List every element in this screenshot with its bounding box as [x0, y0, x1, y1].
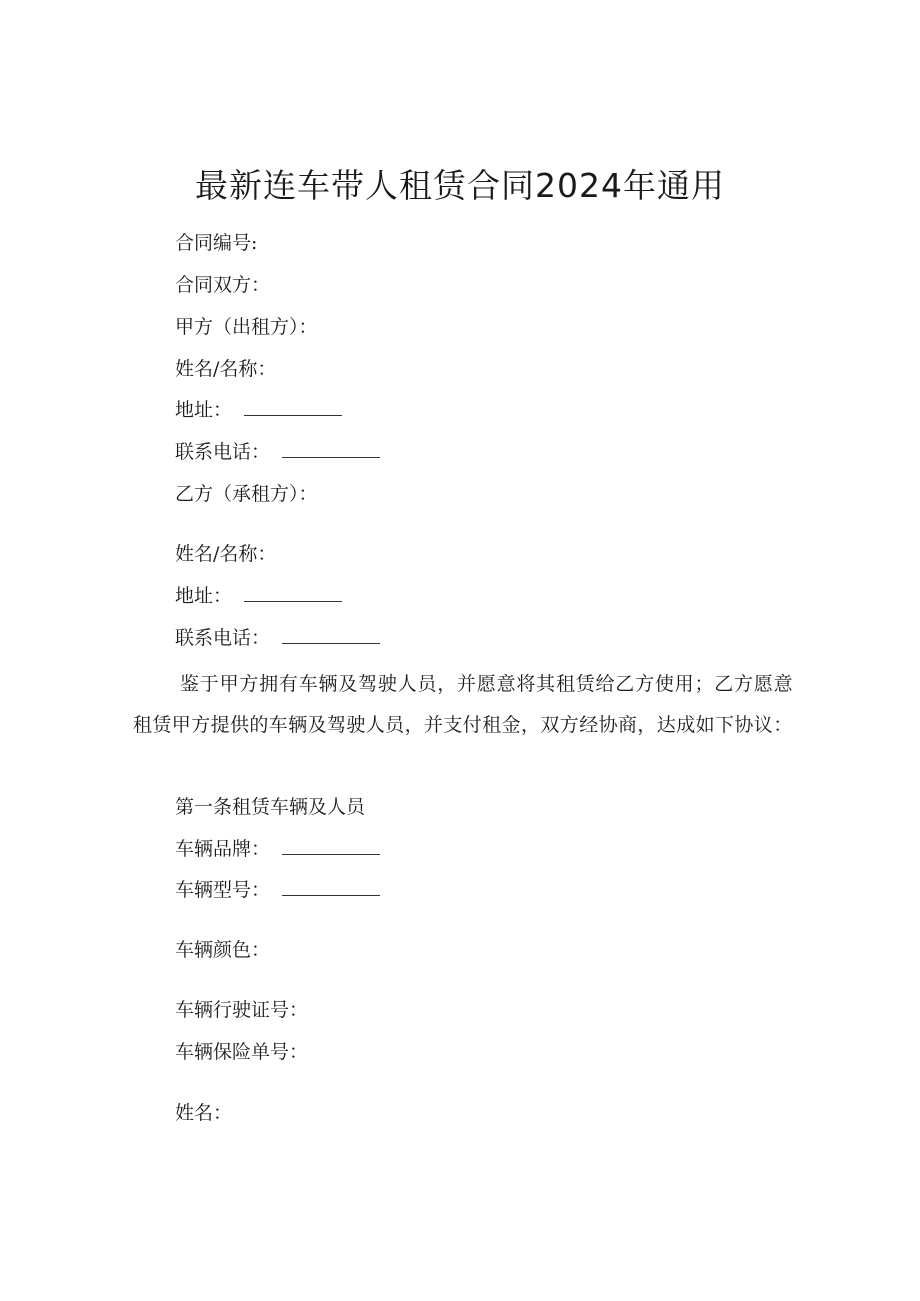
vehicle-model-label: 车辆型号： [175, 879, 271, 901]
party-a-name-label: 姓名/名称： [175, 358, 277, 380]
party-b-name-label: 姓名/名称： [175, 543, 277, 565]
driver-name-label: 姓名： [175, 1102, 233, 1124]
contract-parties-label: 合同双方： [175, 274, 271, 296]
vehicle-model-row [175, 876, 380, 904]
vehicle-brand-label: 车辆品牌： [175, 838, 271, 860]
party-a-phone-label: 联系电话： [175, 441, 271, 463]
party-a-phone-row [175, 438, 380, 466]
vehicle-insurance-label: 车辆保险单号： [175, 1041, 309, 1063]
article-1-heading: 第一条租赁车辆及人员 [175, 796, 366, 818]
vehicle-license-label: 车辆行驶证号： [175, 999, 309, 1021]
vehicle-model-blank [282, 877, 380, 896]
party-b-address-label: 地址： [175, 585, 233, 607]
party-b-phone-label: 联系电话： [175, 627, 271, 649]
party-b-address-blank [244, 583, 342, 602]
party-b-address-row [175, 582, 342, 610]
party-a-address-blank [244, 397, 342, 416]
vehicle-color-label: 车辆颜色： [175, 939, 271, 961]
party-a-heading: 甲方（出租方）： [175, 316, 318, 338]
party-a-phone-blank [282, 439, 380, 458]
party-b-phone-row [175, 624, 380, 652]
contract-number-label: 合同编号: [175, 232, 258, 254]
party-b-heading: 乙方（承租方）： [175, 483, 318, 505]
vehicle-brand-row [175, 835, 380, 863]
party-a-address-label: 地址： [175, 399, 233, 421]
preamble-paragraph: 鉴于甲方拥有车辆及驾驶人员，并愿意将其租赁给乙方使用；乙方愿意租赁甲方提供的车辆及驾驶人员，并支付租金，双方经协商，达成如下协议： [133, 673, 793, 736]
party-b-phone-blank [282, 625, 380, 644]
document-title: 最新连车带人租赁合同2024年通用 [195, 166, 725, 205]
vehicle-brand-blank [282, 836, 380, 855]
party-a-address-row [175, 396, 342, 424]
